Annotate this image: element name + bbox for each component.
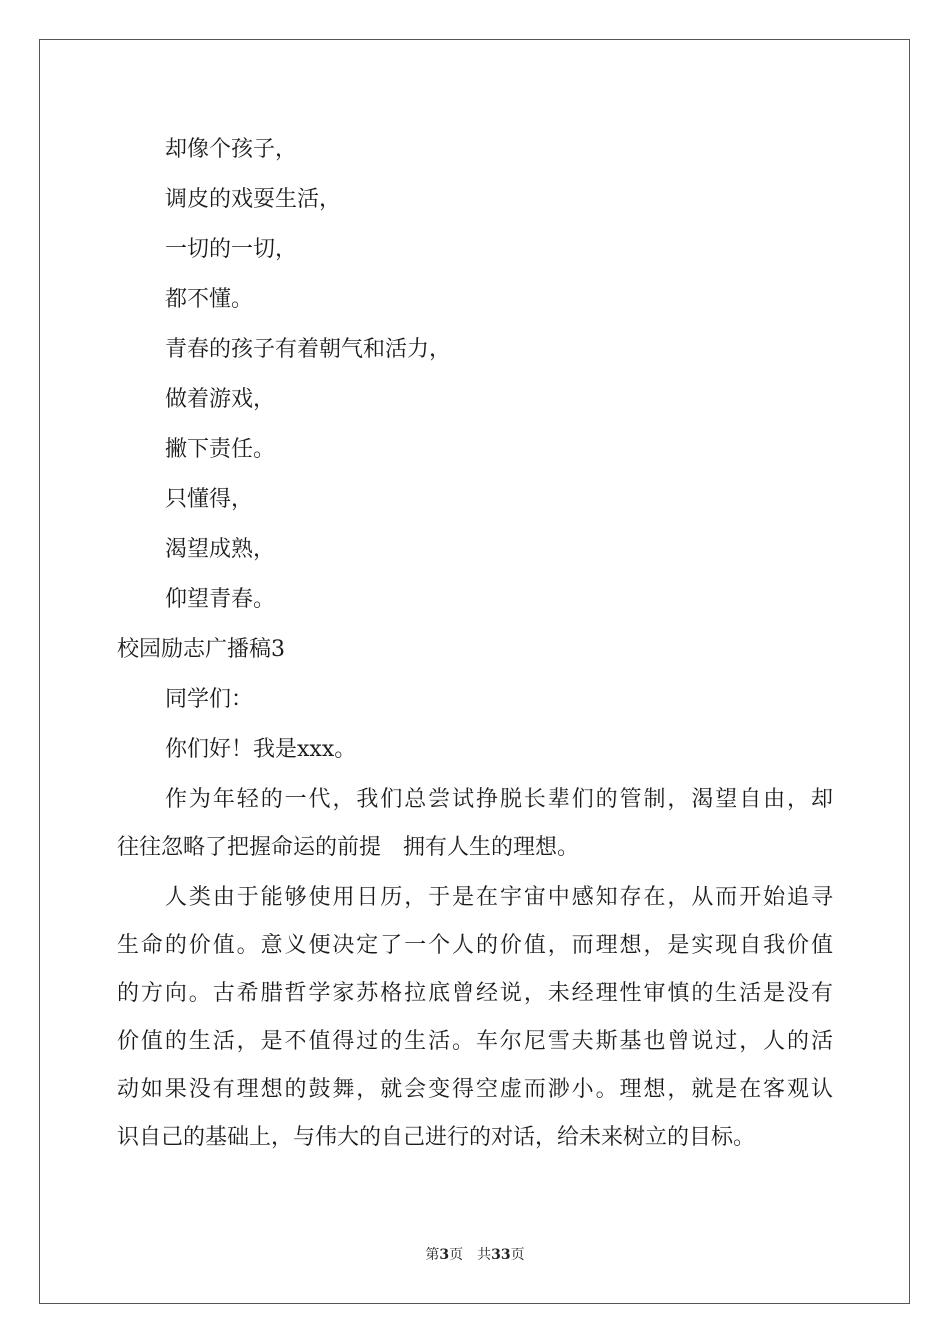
footer-total-suffix: 页	[510, 1247, 525, 1263]
paragraph-line: 作为年轻的一代，我们总尝试挣脱长辈们的管制，渴望自由，却	[165, 787, 833, 812]
poem-line: 只懂得，	[165, 487, 254, 512]
footer-page-suffix: 页 共	[449, 1247, 492, 1263]
paragraph-line: 动如果没有理想的鼓舞，就会变得空虚而渺小。理想，就是在客观认	[117, 1077, 833, 1102]
poem-line: 仰望青春。	[165, 587, 276, 612]
poem-line: 撇下责任。	[165, 437, 276, 462]
paragraph-line: 生命的价值。意义便决定了一个人的价值，而理想，是实现自我价值	[117, 933, 833, 958]
intro-line: 你们好！我是xxx。	[165, 737, 357, 762]
paragraph-line: 价值的生活，是不值得过的生活。车尔尼雪夫斯基也曾说过，人的活	[117, 1029, 833, 1054]
poem-line: 都不懂。	[165, 287, 254, 312]
section-title: 校园励志广播稿3	[117, 637, 285, 662]
poem-line: 却像个孩子，	[165, 137, 298, 162]
poem-line: 做着游戏，	[165, 387, 276, 412]
footer-prefix: 第	[425, 1247, 440, 1263]
paragraph-line: 人类由于能够使用日历，于是在宇宙中感知存在，从而开始追寻	[165, 885, 833, 910]
paragraph-line: 识自己的基础上，与伟大的自己进行的对话，给未来树立的目标。	[117, 1125, 756, 1150]
poem-line: 青春的孩子有着朝气和活力，	[165, 337, 452, 362]
paragraph-line: 的方向。古希腊哲学家苏格拉底曾经说，未经理性审慎的生活是没有	[117, 981, 833, 1006]
paragraph-line: 往往忽略了把握命运的前提 拥有人生的理想。	[117, 835, 580, 860]
footer-page-number: 3	[439, 1247, 450, 1263]
page-border	[39, 39, 910, 1304]
greeting: 同学们：	[165, 687, 254, 712]
poem-line: 渴望成熟，	[165, 537, 276, 562]
poem-line: 调皮的戏耍生活，	[165, 187, 342, 212]
footer-total-pages: 33	[491, 1247, 511, 1263]
poem-line: 一切的一切，	[165, 237, 298, 262]
page-footer	[0, 1245, 950, 1265]
